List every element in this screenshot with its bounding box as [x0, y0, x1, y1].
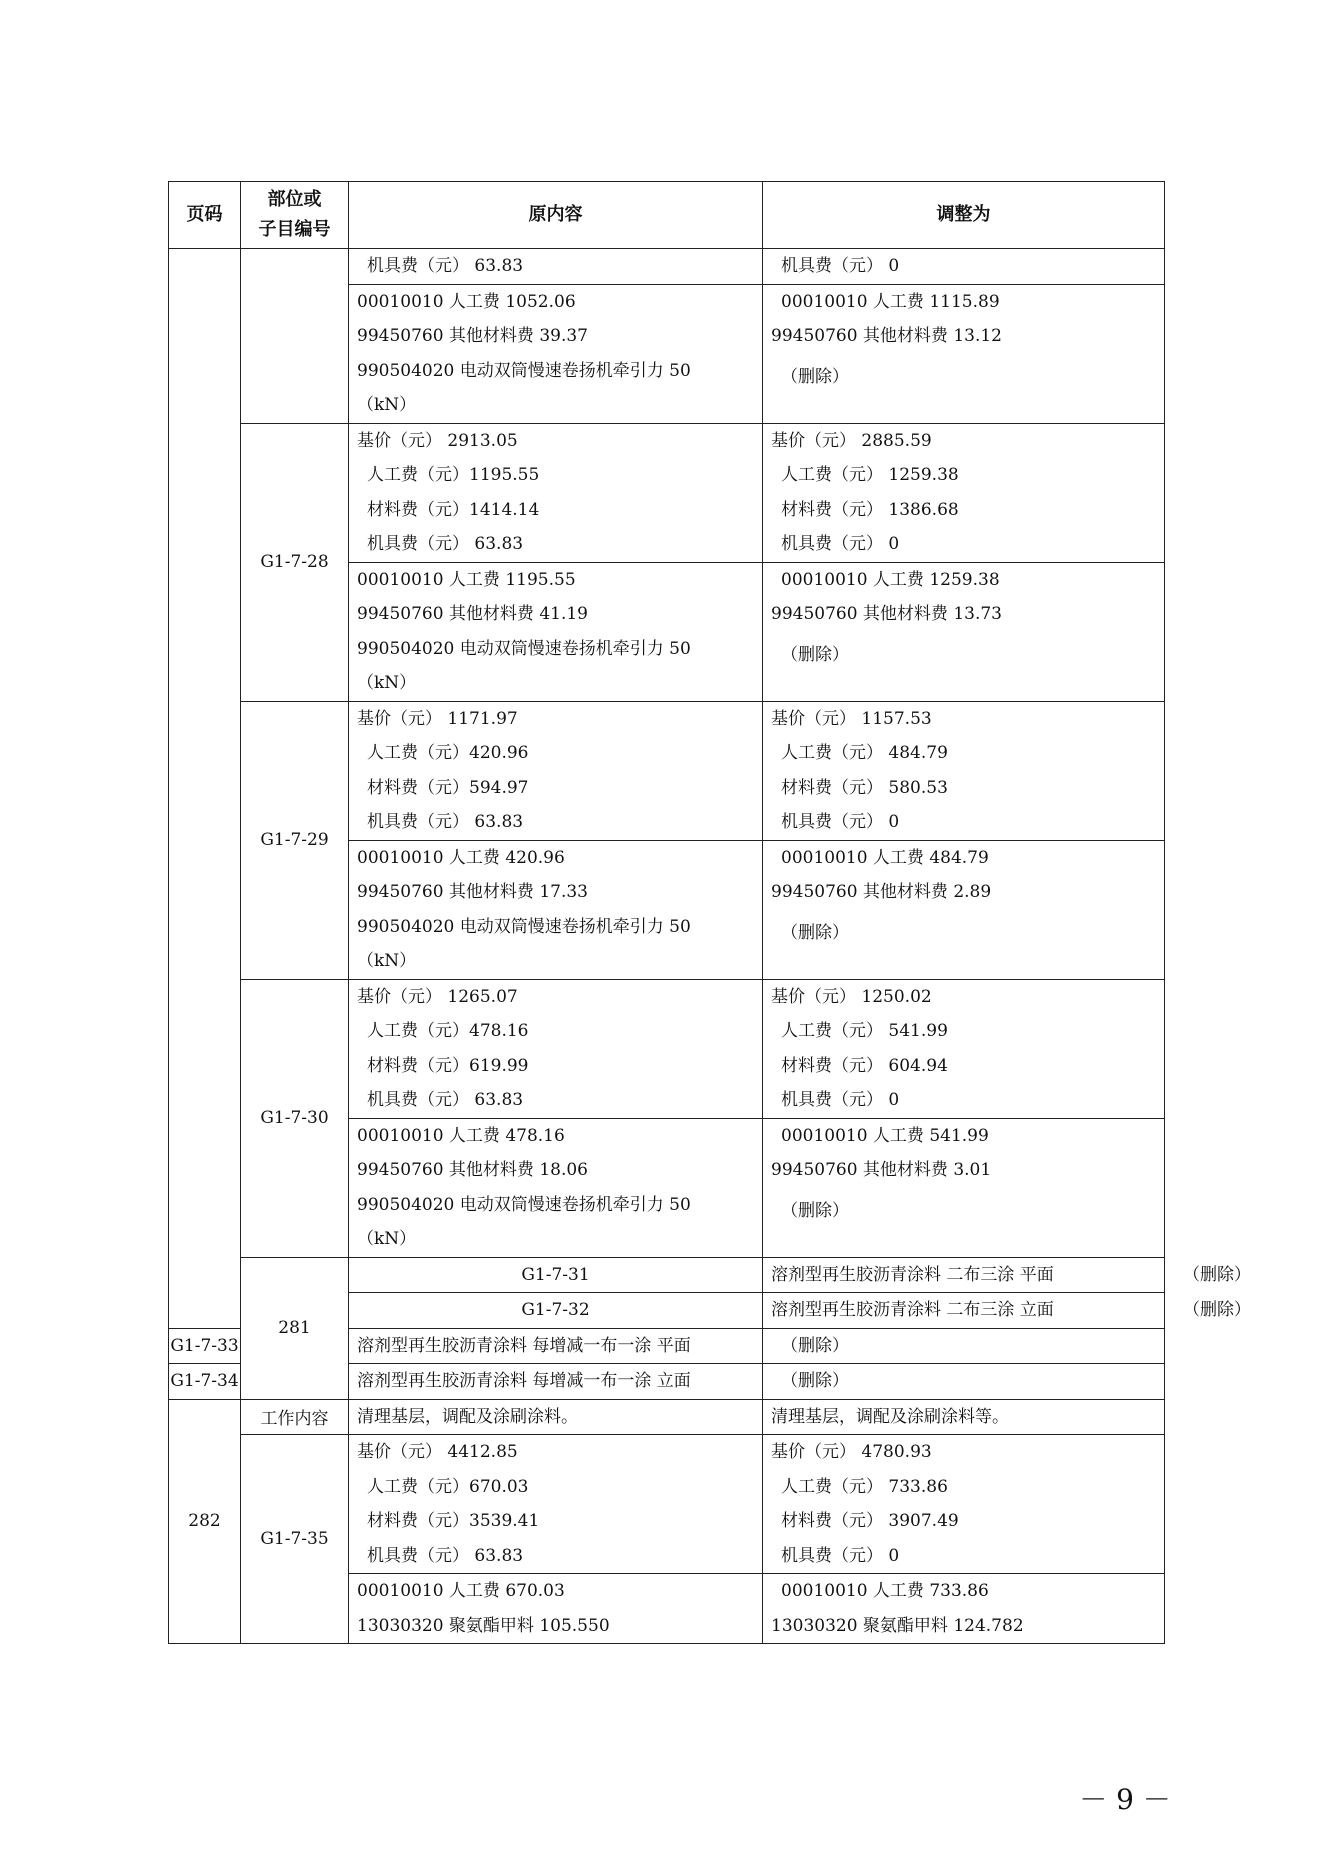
text-line: 基价（元） 1171.97 — [357, 708, 518, 729]
orig-cell — [349, 562, 763, 701]
code-cell: G1-7-35 — [241, 1435, 349, 1644]
text-line: 溶剂型再生胶沥青涂料 每增减一布一涂 立面 — [357, 1371, 691, 1391]
text-line: 99450760 其他材料费 2.89 — [771, 882, 992, 902]
text-line: 990504020 电动双筒慢速卷扬机牵引力 50 — [357, 1194, 691, 1215]
page-cell: 281 — [241, 1257, 349, 1399]
text-line: 机具费（元） 63.83 — [367, 812, 524, 832]
text-line: 99450760 其他材料费 3.01 — [771, 1160, 992, 1180]
text-line: 基价（元） 2885.59 — [771, 430, 932, 451]
code-cell: G1-7-32 — [349, 1293, 763, 1329]
text-line: 材料费（元） 1386.68 — [781, 499, 959, 520]
text-line: 材料费（元）3539.41 — [367, 1511, 540, 1531]
text-line: 溶剂型再生胶沥青涂料 二布三涂 立面 — [771, 1300, 1054, 1320]
text-line: 溶剂型再生胶沥青涂料 二布三涂 平面 — [771, 1264, 1054, 1285]
text-line: 13030320 聚氨酯甲料 105.550 — [357, 1615, 610, 1636]
text-line: 基价（元） 1250.02 — [771, 986, 932, 1007]
header-page: 页码 — [169, 182, 241, 249]
text-line: 99450760 其他材料费 39.37 — [357, 326, 589, 346]
text-line: 990504020 电动双筒慢速卷扬机牵引力 50 — [357, 916, 691, 937]
table-row — [169, 1399, 1165, 1435]
text-line: 基价（元） 1265.07 — [357, 986, 518, 1007]
text-line: （删除） — [781, 1335, 849, 1356]
text-line: 基价（元） 4780.93 — [771, 1442, 932, 1462]
table-row — [169, 1435, 1165, 1574]
text-line: （删除） — [781, 644, 849, 665]
adj-cell — [763, 1364, 1165, 1400]
adj-cell — [763, 701, 1165, 840]
code-cell: G1-7-33 — [169, 1328, 241, 1364]
page-number: － 9 － — [1079, 1783, 1171, 1816]
orig-cell — [349, 1399, 763, 1435]
header-code-line1: 部位或 — [267, 189, 322, 210]
text-line: 材料费（元）1414.14 — [367, 499, 540, 520]
text-line: （kN） — [357, 673, 417, 693]
header-adjusted: 调整为 — [763, 182, 1165, 249]
adj-cell — [763, 562, 1165, 701]
text-line: 基价（元） 4412.85 — [357, 1442, 518, 1462]
adj-cell — [763, 840, 1165, 979]
text-line: 00010010 人工费 484.79 — [781, 847, 989, 868]
text-line: 990504020 电动双筒慢速卷扬机牵引力 50 — [357, 638, 691, 659]
text-line: 材料费（元）594.97 — [367, 777, 529, 798]
text-line: 机具费（元） 0 — [781, 1090, 900, 1110]
header-code — [241, 182, 349, 249]
code-cell-empty — [241, 249, 349, 424]
text-line: 机具费（元） 63.83 — [367, 1545, 524, 1566]
text-line: 00010010 人工费 733.86 — [781, 1581, 989, 1601]
orig-cell — [349, 1364, 763, 1400]
text-line: （删除） — [781, 922, 849, 943]
code-cell: 工作内容 — [241, 1399, 349, 1435]
text-line: 990504020 电动双筒慢速卷扬机牵引力 50 — [357, 360, 691, 381]
text-line: 13030320 聚氨酯甲料 124.782 — [771, 1615, 1024, 1636]
text-line: 机具费（元） 63.83 — [367, 534, 524, 554]
orig-cell — [349, 284, 763, 423]
text-line: 材料费（元） 580.53 — [781, 777, 948, 798]
text-line: 人工费（元） 733.86 — [781, 1476, 948, 1497]
text-line: 00010010 人工费 1195.55 — [357, 569, 576, 590]
adjustment-table — [168, 181, 1251, 1644]
text-line: 人工费（元） 1259.38 — [781, 465, 959, 485]
orig-cell — [349, 701, 763, 840]
text-line: （kN） — [357, 951, 417, 971]
text-line: （删除） — [781, 366, 849, 387]
text-line: 清理基层，调配及涂刷涂料等。 — [771, 1406, 1009, 1427]
orig-cell — [349, 979, 763, 1118]
text-line: 机具费（元） 0 — [781, 812, 900, 832]
adj-cell — [763, 1399, 1165, 1435]
text-line: （删除） — [781, 1371, 849, 1391]
text-line: 机具费（元） 63.83 — [367, 1090, 524, 1110]
orig-cell — [349, 1328, 763, 1364]
code-cell: G1-7-29 — [241, 701, 349, 979]
text-line: 溶剂型再生胶沥青涂料 每增减一布一涂 平面 — [357, 1335, 691, 1356]
text-line: 清理基层，调配及涂刷涂料。 — [357, 1406, 578, 1427]
text-line: 材料费（元） 3907.49 — [781, 1511, 959, 1531]
orig-cell — [763, 1293, 1165, 1329]
page-cell: 282 — [169, 1399, 241, 1644]
code-cell: G1-7-28 — [241, 423, 349, 701]
adj-cell — [763, 1328, 1165, 1364]
orig-cell — [349, 249, 763, 285]
text-line: 人工费（元）670.03 — [367, 1476, 529, 1497]
text-line: 人工费（元） 484.79 — [781, 743, 948, 763]
text-line: 人工费（元）478.16 — [367, 1021, 529, 1041]
text-line: 00010010 人工费 1259.38 — [781, 569, 1000, 590]
text-line: 基价（元） 2913.05 — [357, 430, 518, 451]
page-cell-empty — [169, 249, 241, 1329]
text-line: 99450760 其他材料费 17.33 — [357, 882, 589, 902]
table-row — [169, 979, 1165, 1118]
adj-cell — [763, 1574, 1165, 1644]
adj-cell — [763, 1435, 1165, 1574]
text-line: 00010010 人工费 670.03 — [357, 1581, 565, 1601]
table-row — [169, 1257, 1165, 1293]
text-line: （kN） — [357, 395, 417, 415]
adj-cell — [763, 423, 1165, 562]
text-line: 00010010 人工费 1052.06 — [357, 291, 576, 312]
text-line: 材料费（元） 604.94 — [781, 1055, 948, 1076]
header-code-line2: 子目编号 — [258, 219, 331, 240]
code-cell: G1-7-30 — [241, 979, 349, 1257]
orig-cell — [349, 423, 763, 562]
orig-cell — [349, 1574, 763, 1644]
table-row — [169, 249, 1165, 285]
text-line: 人工费（元）420.96 — [367, 743, 529, 763]
code-cell: G1-7-34 — [169, 1364, 241, 1400]
text-line: 99450760 其他材料费 41.19 — [357, 604, 589, 624]
text-line: 人工费（元）1195.55 — [367, 465, 540, 485]
orig-cell — [349, 1435, 763, 1574]
text-line: （kN） — [357, 1229, 417, 1249]
text-line: （删除） — [1183, 1300, 1251, 1320]
text-line: 材料费（元）619.99 — [367, 1055, 529, 1076]
orig-cell — [349, 840, 763, 979]
text-line: 00010010 人工费 478.16 — [357, 1125, 565, 1146]
header-original: 原内容 — [349, 182, 763, 249]
adj-cell — [763, 1118, 1165, 1257]
text-line: 99450760 其他材料费 13.73 — [771, 604, 1003, 624]
text-line: 00010010 人工费 541.99 — [781, 1125, 989, 1146]
text-line: （删除） — [1183, 1264, 1251, 1285]
text-line: 00010010 人工费 420.96 — [357, 847, 565, 868]
table-row — [169, 701, 1165, 840]
table-row — [169, 423, 1165, 562]
text-line: 机具费（元） 63.83 — [367, 256, 524, 276]
adj-cell — [763, 979, 1165, 1118]
orig-cell — [349, 1118, 763, 1257]
text-line: （删除） — [781, 1200, 849, 1221]
text-line: 基价（元） 1157.53 — [771, 708, 932, 729]
orig-cell — [763, 1257, 1165, 1293]
adj-cell — [763, 249, 1165, 285]
text-line: 99450760 其他材料费 18.06 — [357, 1160, 589, 1180]
text-line: 机具费（元） 0 — [781, 1545, 900, 1566]
text-line: 00010010 人工费 1115.89 — [781, 291, 1000, 312]
text-line: 机具费（元） 0 — [781, 256, 900, 276]
text-line: 机具费（元） 0 — [781, 534, 900, 554]
text-line: 人工费（元） 541.99 — [781, 1021, 948, 1041]
code-cell: G1-7-31 — [349, 1257, 763, 1293]
adj-cell — [763, 284, 1165, 423]
header-row — [169, 182, 1165, 249]
text-line: 99450760 其他材料费 13.12 — [771, 326, 1003, 346]
